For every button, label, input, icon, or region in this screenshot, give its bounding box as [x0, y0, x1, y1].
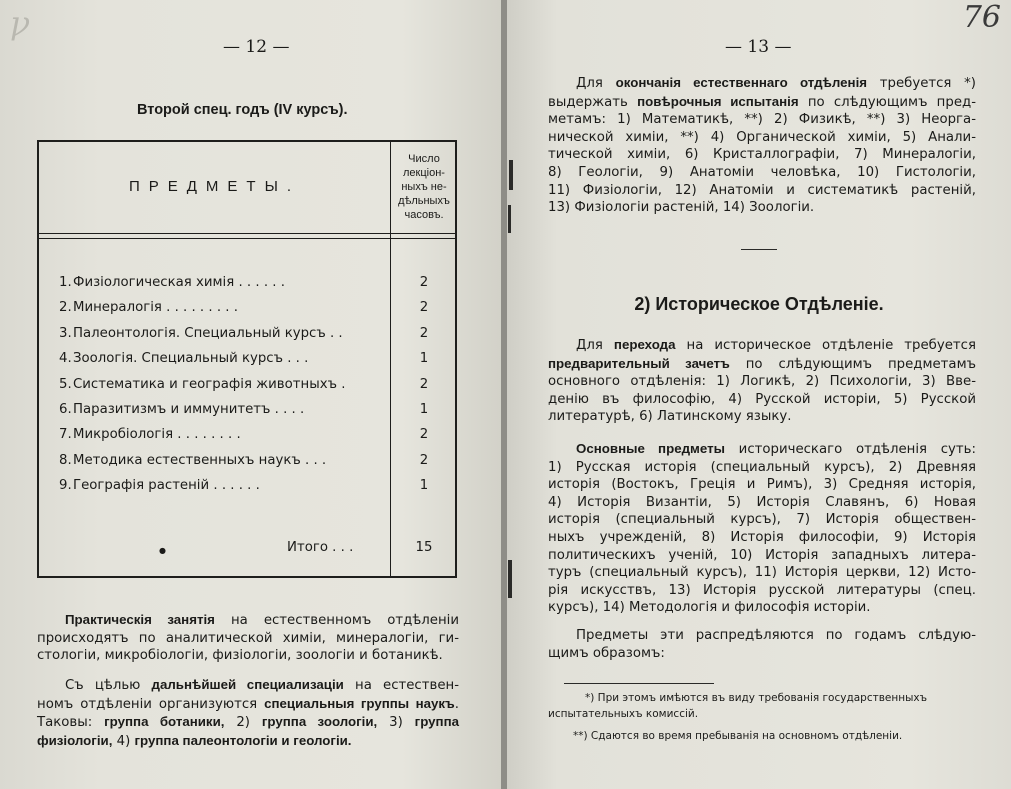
text-line: выдержать повѣрочныя испытанія по слѣдующимъ пред- [548, 93, 976, 110]
weekly-hours: 2 [419, 275, 429, 290]
text-line: номъ отдѣленіи организуются специальныя группы наукъ. [37, 695, 459, 712]
history-core-subjects-paragraph [548, 440, 976, 617]
table-row [39, 351, 455, 376]
row-number: 9. [59, 478, 72, 494]
text-line: происходятъ по аналитической химіи, минералогіи, ги- [37, 630, 459, 646]
row-number: 8. [59, 452, 72, 468]
weekly-hours: 2 [419, 325, 429, 341]
text-line: Съ цѣлью дальнѣйшей специализаціи на естествен- [65, 677, 459, 693]
text-line: Таковы: группа ботаники, 2) группа зоологіи, 3) группа [37, 714, 459, 731]
text-line: туръ (специальный курсъ), 11) Исторія церкви, 12) Исто- [548, 565, 976, 581]
weekly-hours: 1 [419, 401, 429, 417]
text-line: рія искусствъ, 13) Исторія русской литературы (спец. [548, 582, 976, 598]
subject-name: Паразитизмъ и иммунитетъ . . . . [73, 401, 305, 417]
table-row [39, 478, 455, 503]
subjects-table: ПРЕДМЕТЫ. Число лекціон- ныхъ не- дѣльныхъ часовъ. 1. Физіологическая химія . . . . . . 2 2. Минералогія . . . . . . . . . 2 3. Палеонтологія. Специальный курсъ . . 2 4. Зоологія. Специальный курсъ . . . 1 5. Систематика и географія животныхъ . 2 6. Паразитизмъ и иммунитетъ . . . . 1 7. Микробіологія . . . . . . . . 2 8. Методика естественныхъ наукъ . . . 2 9. Географія растеній . . . . . . 1 ● Итого . . . 15 [37, 140, 457, 578]
footnote-rule [564, 683, 714, 684]
weekly-hours: 2 [419, 452, 429, 468]
row-number: 3. [59, 325, 72, 341]
subject-name: Физіологическая химія . . . . . . [73, 275, 285, 290]
text-line: 8) Геологіи, 9) Анатоміи человѣка, 10) Гистологіи, [548, 164, 976, 180]
hours-header-line: лекціон- [403, 167, 445, 179]
history-section-title: 2) Историческое Отдѣленіе. [634, 294, 884, 314]
text-line: 13) Физіологіи растеній, 14) Зоологіи. [548, 200, 815, 216]
text-line: курсъ), 14) Методологія и философія исторіи. [548, 600, 871, 616]
subject-name: Микробіологія . . . . . . . . [73, 427, 241, 443]
hours-column-header [391, 152, 457, 222]
hours-header-line: Число [408, 153, 440, 165]
specialization-paragraph [37, 676, 459, 750]
footnote-1-line-2: испытательныхъ комиссій. [548, 708, 699, 720]
text-line: нической химіи, **) 4) Органической химіи, 5) Анали- [548, 129, 976, 145]
text-line: щимъ образомъ: [548, 645, 665, 661]
natural-sciences-completion-paragraph [548, 74, 976, 217]
table-row [39, 275, 455, 300]
text-line: основного отдѣленія: 1) Логикѣ, 2) Психологіи, 3) Вве- [548, 374, 976, 390]
subject-name: Географія растеній . . . . . . [73, 478, 260, 494]
table-row [39, 326, 455, 351]
footnote-1-line-1: *) При этомъ имѣются въ виду требованія государственныхъ [585, 692, 928, 704]
weekly-hours: 1 [419, 351, 429, 367]
total-value: 15 [415, 540, 433, 555]
subject-name: Методика естественныхъ наукъ . . . [73, 452, 327, 468]
right-page [507, 0, 1011, 789]
page-number-left: — 12 — [223, 37, 290, 57]
table-row [39, 377, 455, 402]
text-line: тической химіи, 6) Кристаллографіи, 7) Минералогіи, [548, 147, 976, 163]
history-transfer-paragraph [548, 336, 976, 426]
subject-name: Зоологія. Специальный курсъ . . . [73, 351, 309, 367]
footnote-2: **) Сдаются во время пребыванія на основномъ отдѣленіи. [573, 730, 903, 742]
table-row [39, 453, 455, 478]
text-line: денію въ философію, 4) Русской исторіи, 5) Русской [548, 391, 976, 407]
left-page [0, 0, 503, 789]
text-line: политическихъ ученій, 10) Исторія западныхъ литера- [548, 547, 976, 563]
subject-name: Систематика и географія животныхъ . [73, 376, 346, 392]
weekly-hours: 2 [419, 376, 429, 392]
row-number: 5. [59, 376, 72, 392]
practical-classes-paragraph [37, 611, 459, 665]
hours-header-line: часовъ. [404, 209, 444, 221]
table-row [39, 402, 455, 427]
text-line: ныхъ учрежденій, 8) Исторія философіи, 9) Исторія [548, 529, 976, 545]
row-number: 1. [59, 275, 72, 290]
text-line: Предметы эти распредѣляются по годамъ слѣдую- [576, 628, 976, 643]
text-line: физіологіи, 4) группа палеонтологіи и геологіи. [37, 732, 352, 749]
subject-name: Минералогія . . . . . . . . . [73, 300, 238, 316]
hours-header-line: ныхъ не- [401, 181, 447, 193]
text-line: 1) Русская исторія (специальный курсъ), 2) Древняя [548, 459, 976, 475]
subjects-column-header: ПРЕДМЕТЫ. [128, 178, 301, 195]
text-line: предварительный зачетъ по слѣдующимъ предметамъ [548, 355, 976, 372]
text-line: литературѣ, 6) Латинскому языку. [548, 409, 792, 425]
hours-header-line: дѣльныхъ [398, 195, 450, 207]
total-label: Итого . . . [287, 540, 354, 555]
row-number: 2. [59, 300, 72, 316]
separator-rule [741, 249, 777, 250]
text-line: Для окончанія естественнаго отдѣленія требуется *) [576, 75, 976, 91]
row-number: 4. [59, 351, 72, 367]
text-line: 11) Физіологіи, 12) Анатоміи и систематикѣ растеній, [548, 182, 976, 198]
table-rows [39, 275, 455, 504]
bleed-through-mark: ꝩ [10, 4, 30, 42]
text-line: 4) Исторія Византіи, 5) Исторія Славянъ, 6) Новая [548, 494, 976, 510]
table-row [39, 427, 455, 452]
text-line: исторія (специальный курсъ), 7) Исторія обществен- [548, 512, 976, 528]
text-line: стологіи, микробіологіи, физіологіи, зоологіи и ботаникѣ. [37, 648, 443, 664]
row-number: 7. [59, 427, 72, 443]
text-line: Практическія занятія на естественномъ отдѣленіи [65, 612, 459, 628]
weekly-hours: 1 [419, 478, 429, 494]
year-heading: Второй спец. годъ (IV курсъ). [137, 102, 348, 118]
weekly-hours: 2 [419, 427, 429, 443]
subject-name: Палеонтологія. Специальный курсъ . . [73, 325, 343, 341]
row-number: 6. [59, 401, 72, 417]
text-line: метамъ: 1) Математикѣ, **) 2) Физикѣ, **) 3) Неорга- [548, 112, 976, 128]
table-row [39, 300, 455, 325]
handwritten-folio-mark: 76 [962, 0, 1001, 35]
weekly-hours: 2 [419, 300, 429, 316]
page-number-right: — 13 — [725, 37, 792, 57]
text-line: Основные предметы историческаго отдѣленія суть: [576, 441, 976, 457]
distribution-paragraph [548, 627, 976, 662]
text-line: исторія (Востокъ, Греція и Римъ), 3) Средняя исторія, [548, 477, 976, 493]
text-line: Для перехода на историческое отдѣленіе требуется [576, 337, 976, 353]
